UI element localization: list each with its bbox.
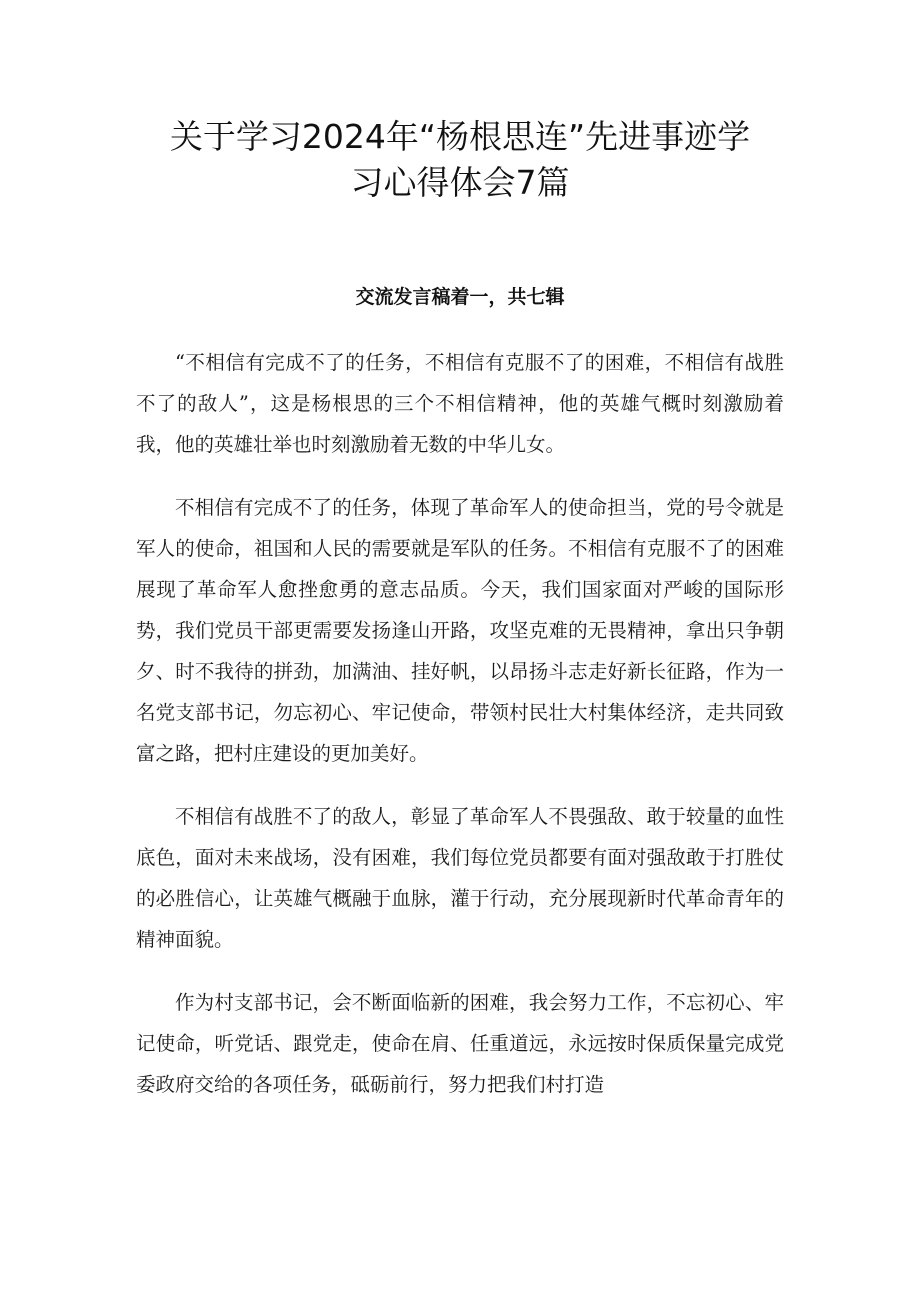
document-title: [100, 114, 820, 206]
document-body: [136, 342, 784, 1127]
paragraph: 作为村支部书记，会不断面临新的困难，我会努力工作，不忘初心、牢记使命，听党话、跟党走，使命在肩、任重道远，永远按时保质保量完成党委政府交给的各项任务，砥砺前行，努力把我们村打造: [136, 991, 784, 1096]
paragraph: 不相信有战胜不了的敌人，彰显了革命军人不畏强敌、敢于较量的血性底色，面对未来战场，没有困难，我们每位党员都要有面对强敌敢于打胜仗的必胜信心，让英雄气概融于血脉，灌于行动，充分展现新时代革命青年的精神面貌。: [136, 805, 784, 951]
paragraph: “不相信有完成不了的任务，不相信有克服不了的困难，不相信有战胜不了的敌人”，这是杨根思的三个不相信精神，他的英雄气概时刻激励着我，他的英雄壮举也时刻激励着无数的中华儿女。: [136, 351, 784, 456]
section-heading: 交流发言稿着一，共七辑: [355, 286, 565, 308]
document-title-line-1: 关于学习2024年“杨根思连”先进事迹学: [169, 117, 751, 156]
document-title-line-2: 习心得体会7篇: [350, 163, 570, 202]
paragraph: 不相信有完成不了的任务，体现了革命军人的使命担当，党的号令就是军人的使命，祖国和人民的需要就是军队的任务。不相信有克服不了的困难展现了革命军人愈挫愈勇的意志品质。今天，我们国家面对严峻的国际形势，我们党员干部更需要发扬逢山开路，攻坚克难的无畏精神，拿出只争朝夕、时不我待的拼劲，加满油、挂好帆，以昂扬斗志走好新长征路，作为一名党支部书记，勿忘初心、牢记使命，带领村民壮大村集体经济，走共同致富之路，把村庄建设的更加美好。: [136, 496, 784, 765]
